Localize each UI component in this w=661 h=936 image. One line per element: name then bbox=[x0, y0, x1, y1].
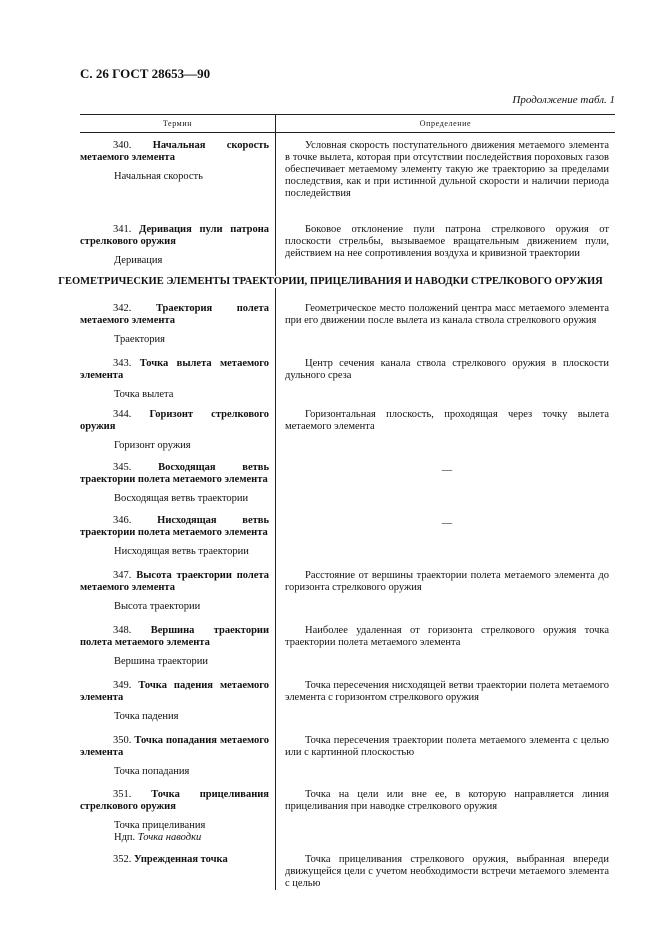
term-title: Восходящая ветвь траектории полета метаемого элемента bbox=[80, 462, 270, 485]
table-continuation-label: Продолжение табл. 1 bbox=[512, 94, 615, 106]
term-short-form: Начальная скорость bbox=[114, 171, 203, 182]
terms-table bbox=[58, 114, 615, 890]
definition-cell bbox=[275, 854, 615, 890]
term-number: 340. bbox=[113, 140, 132, 151]
table-body bbox=[58, 133, 615, 890]
definition-text: Расстояние от вершины траектории полета метаемого элемента до горизонта стрелкового оружия bbox=[285, 570, 609, 593]
term-cell bbox=[80, 625, 275, 668]
term-number: 344. bbox=[113, 409, 132, 420]
table-row bbox=[80, 558, 615, 613]
term-number: 349. bbox=[113, 680, 132, 691]
term-short-form: Траектория bbox=[114, 334, 165, 345]
page-header: С. 26 ГОСТ 28653—90 bbox=[80, 66, 211, 81]
definition-cell bbox=[275, 140, 615, 200]
definition-cell bbox=[275, 680, 615, 723]
table-header bbox=[80, 114, 615, 133]
term-title: Начальная скорость метаемого элемента bbox=[80, 140, 269, 163]
term-cell bbox=[80, 224, 275, 267]
definition-cell bbox=[275, 358, 615, 401]
definition-text: Боковое отклонение пули патрона стрелкового оружия от плоскости стрельбы, вызываемое вращательным движением пули, действием на нее сопротивления воздуха и кривизной траектории bbox=[285, 224, 609, 259]
term-title-line bbox=[80, 854, 269, 866]
term-title: Точка падения метаемого элемента bbox=[80, 680, 270, 703]
term-title-line bbox=[80, 224, 269, 248]
definition-cell bbox=[275, 570, 615, 613]
definition-text: Центр сечения канала ствола стрелкового оружия в плоскости дульного среза bbox=[285, 358, 609, 381]
term-title-line bbox=[80, 625, 269, 649]
term-title: Траектория полета метаемого элемента bbox=[80, 303, 269, 326]
table-row bbox=[80, 778, 615, 844]
definition-cell bbox=[275, 303, 615, 346]
term-number: 345. bbox=[113, 462, 132, 473]
table-row bbox=[80, 613, 615, 668]
term-cell bbox=[80, 409, 275, 452]
term-cell bbox=[80, 570, 275, 613]
term-number: 342. bbox=[113, 303, 132, 314]
column-header-term: Термин bbox=[80, 115, 276, 132]
term-number: 351. bbox=[113, 789, 132, 800]
definition-cell bbox=[275, 409, 615, 452]
definition-cell bbox=[275, 789, 615, 844]
term-cell bbox=[80, 854, 275, 890]
column-header-definition: Определение bbox=[419, 119, 472, 128]
term-short-form: Точка попадания bbox=[114, 766, 190, 777]
term-title-line bbox=[80, 140, 269, 164]
term-short-form: Горизонт оружия bbox=[114, 440, 191, 451]
definition-text: — bbox=[441, 465, 453, 476]
term-title: Высота траектории полета метаемого элемента bbox=[80, 570, 269, 593]
definition-text: Точка пересечения нисходящей ветви траектории полета метаемого элемента с горизонтом стрелкового оружия bbox=[285, 680, 609, 703]
term-title-line bbox=[80, 409, 269, 433]
definition-cell bbox=[275, 462, 615, 505]
term-short-form: Точка вылета bbox=[114, 389, 174, 400]
term-title-line bbox=[80, 358, 269, 382]
term-title-line bbox=[80, 680, 269, 704]
table-row bbox=[80, 505, 615, 558]
term-title: Точка попадания метаемого элемента bbox=[80, 735, 270, 758]
term-title-line bbox=[80, 462, 269, 486]
term-title: Точка вылета метаемого элемента bbox=[80, 358, 269, 381]
term-title: Вершина траектории полета метаемого элемента bbox=[80, 625, 270, 648]
term-cell bbox=[80, 462, 275, 505]
term-cell bbox=[80, 303, 275, 346]
term-short-form: Нисходящая ветвь траектории bbox=[114, 546, 249, 557]
definition-text: Точка прицеливания стрелкового оружия, выбранная впереди движущейся цели с учетом необходимости встречи метаемого элемента с целью bbox=[285, 854, 609, 889]
term-title-line bbox=[80, 789, 269, 813]
term-number: 346. bbox=[113, 515, 132, 526]
term-title: Деривация пули патрона стрелкового оружия bbox=[80, 224, 269, 247]
term-number: 352. bbox=[113, 854, 132, 865]
note-text: Точка наводки bbox=[137, 832, 202, 843]
term-title: Точка прицеливания стрелкового оружия bbox=[80, 789, 269, 812]
definition-text: Условная скорость поступательного движения метаемого элемента в точке вылета, которая при отсутствии последействия пороховых газов обеспечивает метаемому элементу такую же траекторию за пределами последствия, как и при истинной дульной скорости и наличии периода последействия bbox=[285, 140, 609, 199]
definition-cell bbox=[275, 515, 615, 558]
definition-text: — bbox=[441, 518, 453, 529]
table-row bbox=[80, 346, 615, 401]
term-title-line bbox=[80, 735, 269, 759]
term-title-line bbox=[80, 303, 269, 327]
term-number: 347. bbox=[113, 570, 132, 581]
table-row bbox=[80, 133, 615, 200]
table-row bbox=[80, 401, 615, 452]
term-number: 341. bbox=[113, 224, 132, 235]
term-cell bbox=[80, 735, 275, 778]
term-cell bbox=[80, 680, 275, 723]
table-row bbox=[80, 723, 615, 778]
term-number: 350. bbox=[113, 735, 132, 746]
term-cell bbox=[80, 140, 275, 200]
term-title: Горизонт стрелкового оружия bbox=[80, 409, 270, 432]
definition-text: Наиболее удаленная от горизонта стрелкового оружия точка траектории полета метаемого элемента bbox=[285, 625, 609, 648]
term-cell bbox=[80, 358, 275, 401]
term-number: 343. bbox=[113, 358, 132, 369]
table-row bbox=[80, 452, 615, 505]
term-title: Упрежденная точка bbox=[134, 854, 228, 865]
table-row bbox=[80, 844, 615, 890]
note-prefix: Ндп. bbox=[114, 832, 136, 843]
table-row bbox=[80, 200, 615, 267]
term-short-form: Высота траектории bbox=[114, 601, 201, 612]
section-heading: ГЕОМЕТРИЧЕСКИЕ ЭЛЕМЕНТЫ ТРАЕКТОРИИ, ПРИЦЕЛИВАНИЯ И НАВОДКИ СТРЕЛКОВОГО ОРУЖИЯ bbox=[0, 276, 661, 288]
definition-cell bbox=[275, 735, 615, 778]
term-cell bbox=[80, 515, 275, 558]
term-title: Нисходящая ветвь траектории полета метаемого элемента bbox=[80, 515, 269, 538]
table-row bbox=[80, 296, 615, 346]
definition-cell bbox=[275, 224, 615, 267]
term-cell bbox=[80, 789, 275, 844]
term-short-form: Деривация bbox=[114, 255, 163, 266]
definition-text: Геометрическое место положений центра масс метаемого элемента при его движении после вылета из канала ствола стрелкового оружия bbox=[285, 303, 609, 326]
term-short-form: Точка прицеливания bbox=[114, 820, 206, 831]
definition-text: Горизонтальная плоскость, проходящая через точку вылета метаемого элемента bbox=[285, 409, 609, 432]
term-title-line bbox=[80, 515, 269, 539]
column-divider bbox=[275, 133, 276, 890]
term-not-recommended bbox=[80, 832, 269, 844]
term-short-form: Точка падения bbox=[114, 711, 179, 722]
table-row bbox=[80, 668, 615, 723]
term-short-form: Вершина траектории bbox=[114, 656, 208, 667]
term-number: 348. bbox=[113, 625, 132, 636]
definition-cell bbox=[275, 625, 615, 668]
term-title-line bbox=[80, 570, 269, 594]
definition-text: Точка на цели или вне ее, в которую направляется линия прицеливания при наводке стрелкового оружия bbox=[285, 789, 609, 812]
term-short-form: Восходящая ветвь траектории bbox=[114, 493, 249, 504]
definition-text: Точка пересечения траектории полета метаемого элемента с целью или с картинной плоскостью bbox=[285, 735, 609, 758]
